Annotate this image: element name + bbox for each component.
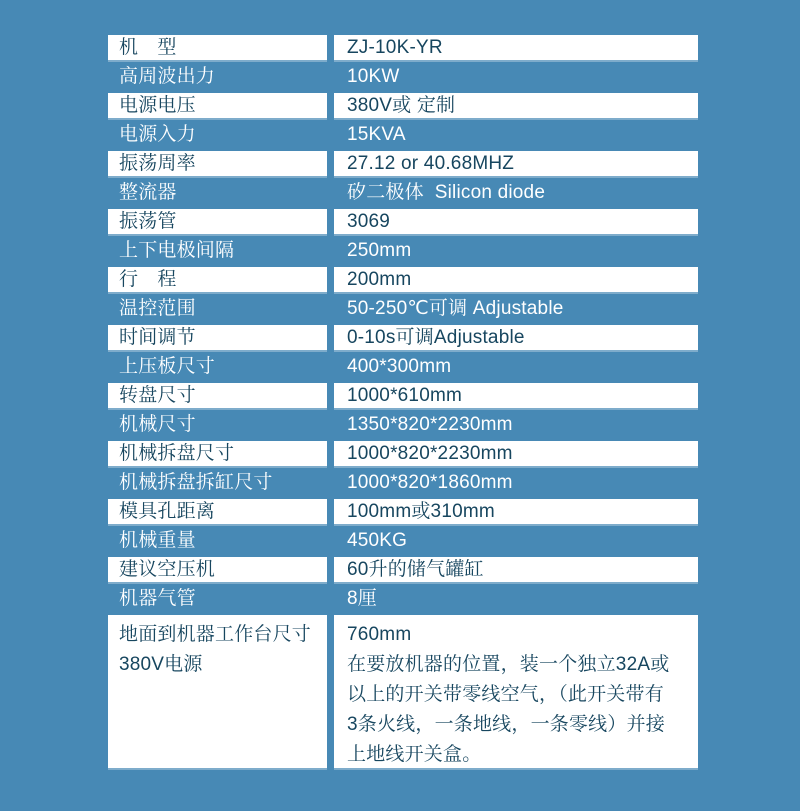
spec-value-text: ZJ-10K-YR [347,36,443,58]
table-row [108,236,698,265]
table-row [108,149,698,178]
table-row [108,439,698,468]
table-row [108,33,698,62]
spec-value-text: 50-250℃可调 Adjustable [347,297,564,319]
spec-value-cell [334,441,698,466]
table-row [108,410,698,439]
table-row [108,584,698,613]
spec-label-cell [108,209,327,234]
spec-value-cell [334,383,698,408]
spec-value-text: 250mm [347,239,412,261]
table-row [108,207,698,236]
spec-label-text: 380V电源 [119,654,203,675]
spec-label-cell [108,180,327,205]
spec-label-text: 行 程 [119,268,177,290]
table-row [108,265,698,294]
spec-value-cell [334,238,698,263]
spec-value-text: 450KG [347,529,408,551]
spec-label-text: 机器气管 [119,587,196,609]
spec-label-text: 上压板尺寸 [119,355,216,377]
spec-value-cell [334,267,698,292]
table-row [108,497,698,526]
spec-value-cell [334,615,698,768]
spec-label-text: 振荡周率 [119,152,196,174]
spec-label-text: 机械拆盘拆缸尺寸 [119,471,273,493]
spec-label-text: 机械重量 [119,529,196,551]
spec-value-text: 760mm [347,624,412,645]
spec-label-text: 地面到机器工作台尺寸 [119,624,312,645]
table-row [108,468,698,497]
spec-label-cell [108,325,327,350]
spec-label-text: 温控范围 [119,297,196,319]
table-row [108,91,698,120]
table-row [108,381,698,410]
table-row [108,62,698,91]
spec-label-text: 机 型 [119,36,177,58]
spec-label-cell [108,64,327,89]
spec-value-text: 1000*820*2230mm [347,442,513,464]
spec-label-cell [108,412,327,437]
spec-value-text: 1350*820*2230mm [347,413,513,435]
spec-value-text: 以上的开关带零线空气，（此开关带有 [347,684,664,705]
spec-value-cell [334,528,698,553]
spec-value-text: 1000*820*1860mm [347,471,513,493]
spec-label-cell [108,238,327,263]
spec-label-text: 高周波出力 [119,65,216,87]
spec-label-cell [108,35,327,60]
spec-value-text: 15KVA [347,123,406,145]
spec-value-text: 矽二极体 Silicon diode [347,181,546,203]
spec-value-text: 60升的储气罐缸 [347,558,484,580]
spec-label-text: 电源电压 [119,94,196,116]
spec-value-cell [334,180,698,205]
spec-label-cell [108,267,327,292]
spec-value-text: 0-10s可调Adjustable [347,326,525,348]
spec-value-text: 10KW [347,65,400,87]
spec-value-cell [334,470,698,495]
table-row [108,555,698,584]
spec-value-cell [334,209,698,234]
spec-value-cell [334,35,698,60]
spec-value-cell [334,557,698,582]
spec-label-cell [108,383,327,408]
spec-table [108,33,698,770]
spec-label-cell [108,615,327,768]
spec-value-text: 3条火线，一条地线，一条零线）并接 [347,714,665,735]
spec-label-cell [108,470,327,495]
spec-label-text: 转盘尺寸 [119,384,196,406]
spec-value-text: 400*300mm [347,355,452,377]
spec-value-text: 上地线开关盒。 [347,744,482,765]
spec-value-text: 200mm [347,268,412,290]
table-row [108,178,698,207]
table-row [108,294,698,323]
spec-value-cell [334,325,698,350]
spec-label-text: 电源入力 [119,123,196,145]
spec-value-cell [334,354,698,379]
spec-value-cell [334,499,698,524]
spec-value-text: 1000*610mm [347,384,463,406]
spec-value-text: 8厘 [347,587,377,609]
spec-label-text: 机械尺寸 [119,413,196,435]
spec-value-cell [334,93,698,118]
spec-label-text: 模具孔距离 [119,500,216,522]
spec-value-cell [334,296,698,321]
spec-value-text: 27.12 or 40.68MHZ [347,152,515,174]
spec-value-cell [334,586,698,611]
spec-label-text: 时间调节 [119,326,196,348]
spec-label-cell [108,528,327,553]
spec-label-text: 机械拆盘尺寸 [119,442,235,464]
spec-label-text: 整流器 [119,181,177,203]
spec-value-cell [334,64,698,89]
spec-label-text: 振荡管 [119,210,177,232]
table-row [108,120,698,149]
spec-label-cell [108,151,327,176]
spec-value-text: 在要放机器的位置，装一个独立32A或 [347,654,670,675]
table-row [108,526,698,555]
spec-label-cell [108,586,327,611]
spec-label-cell [108,441,327,466]
table-row [108,323,698,352]
spec-value-text: 380V或 定制 [347,94,456,116]
table-row [108,352,698,381]
spec-value-cell [334,122,698,147]
spec-label-cell [108,499,327,524]
spec-label-cell [108,296,327,321]
spec-value-cell [334,151,698,176]
spec-value-text: 3069 [347,210,391,232]
spec-value-text: 100mm或310mm [347,500,495,522]
spec-label-cell [108,93,327,118]
spec-label-text: 建议空压机 [119,558,216,580]
spec-label-cell [108,557,327,582]
spec-value-cell [334,412,698,437]
spec-label-cell [108,122,327,147]
spec-label-cell [108,354,327,379]
spec-label-text: 上下电极间隔 [119,239,235,261]
table-row [108,613,698,770]
